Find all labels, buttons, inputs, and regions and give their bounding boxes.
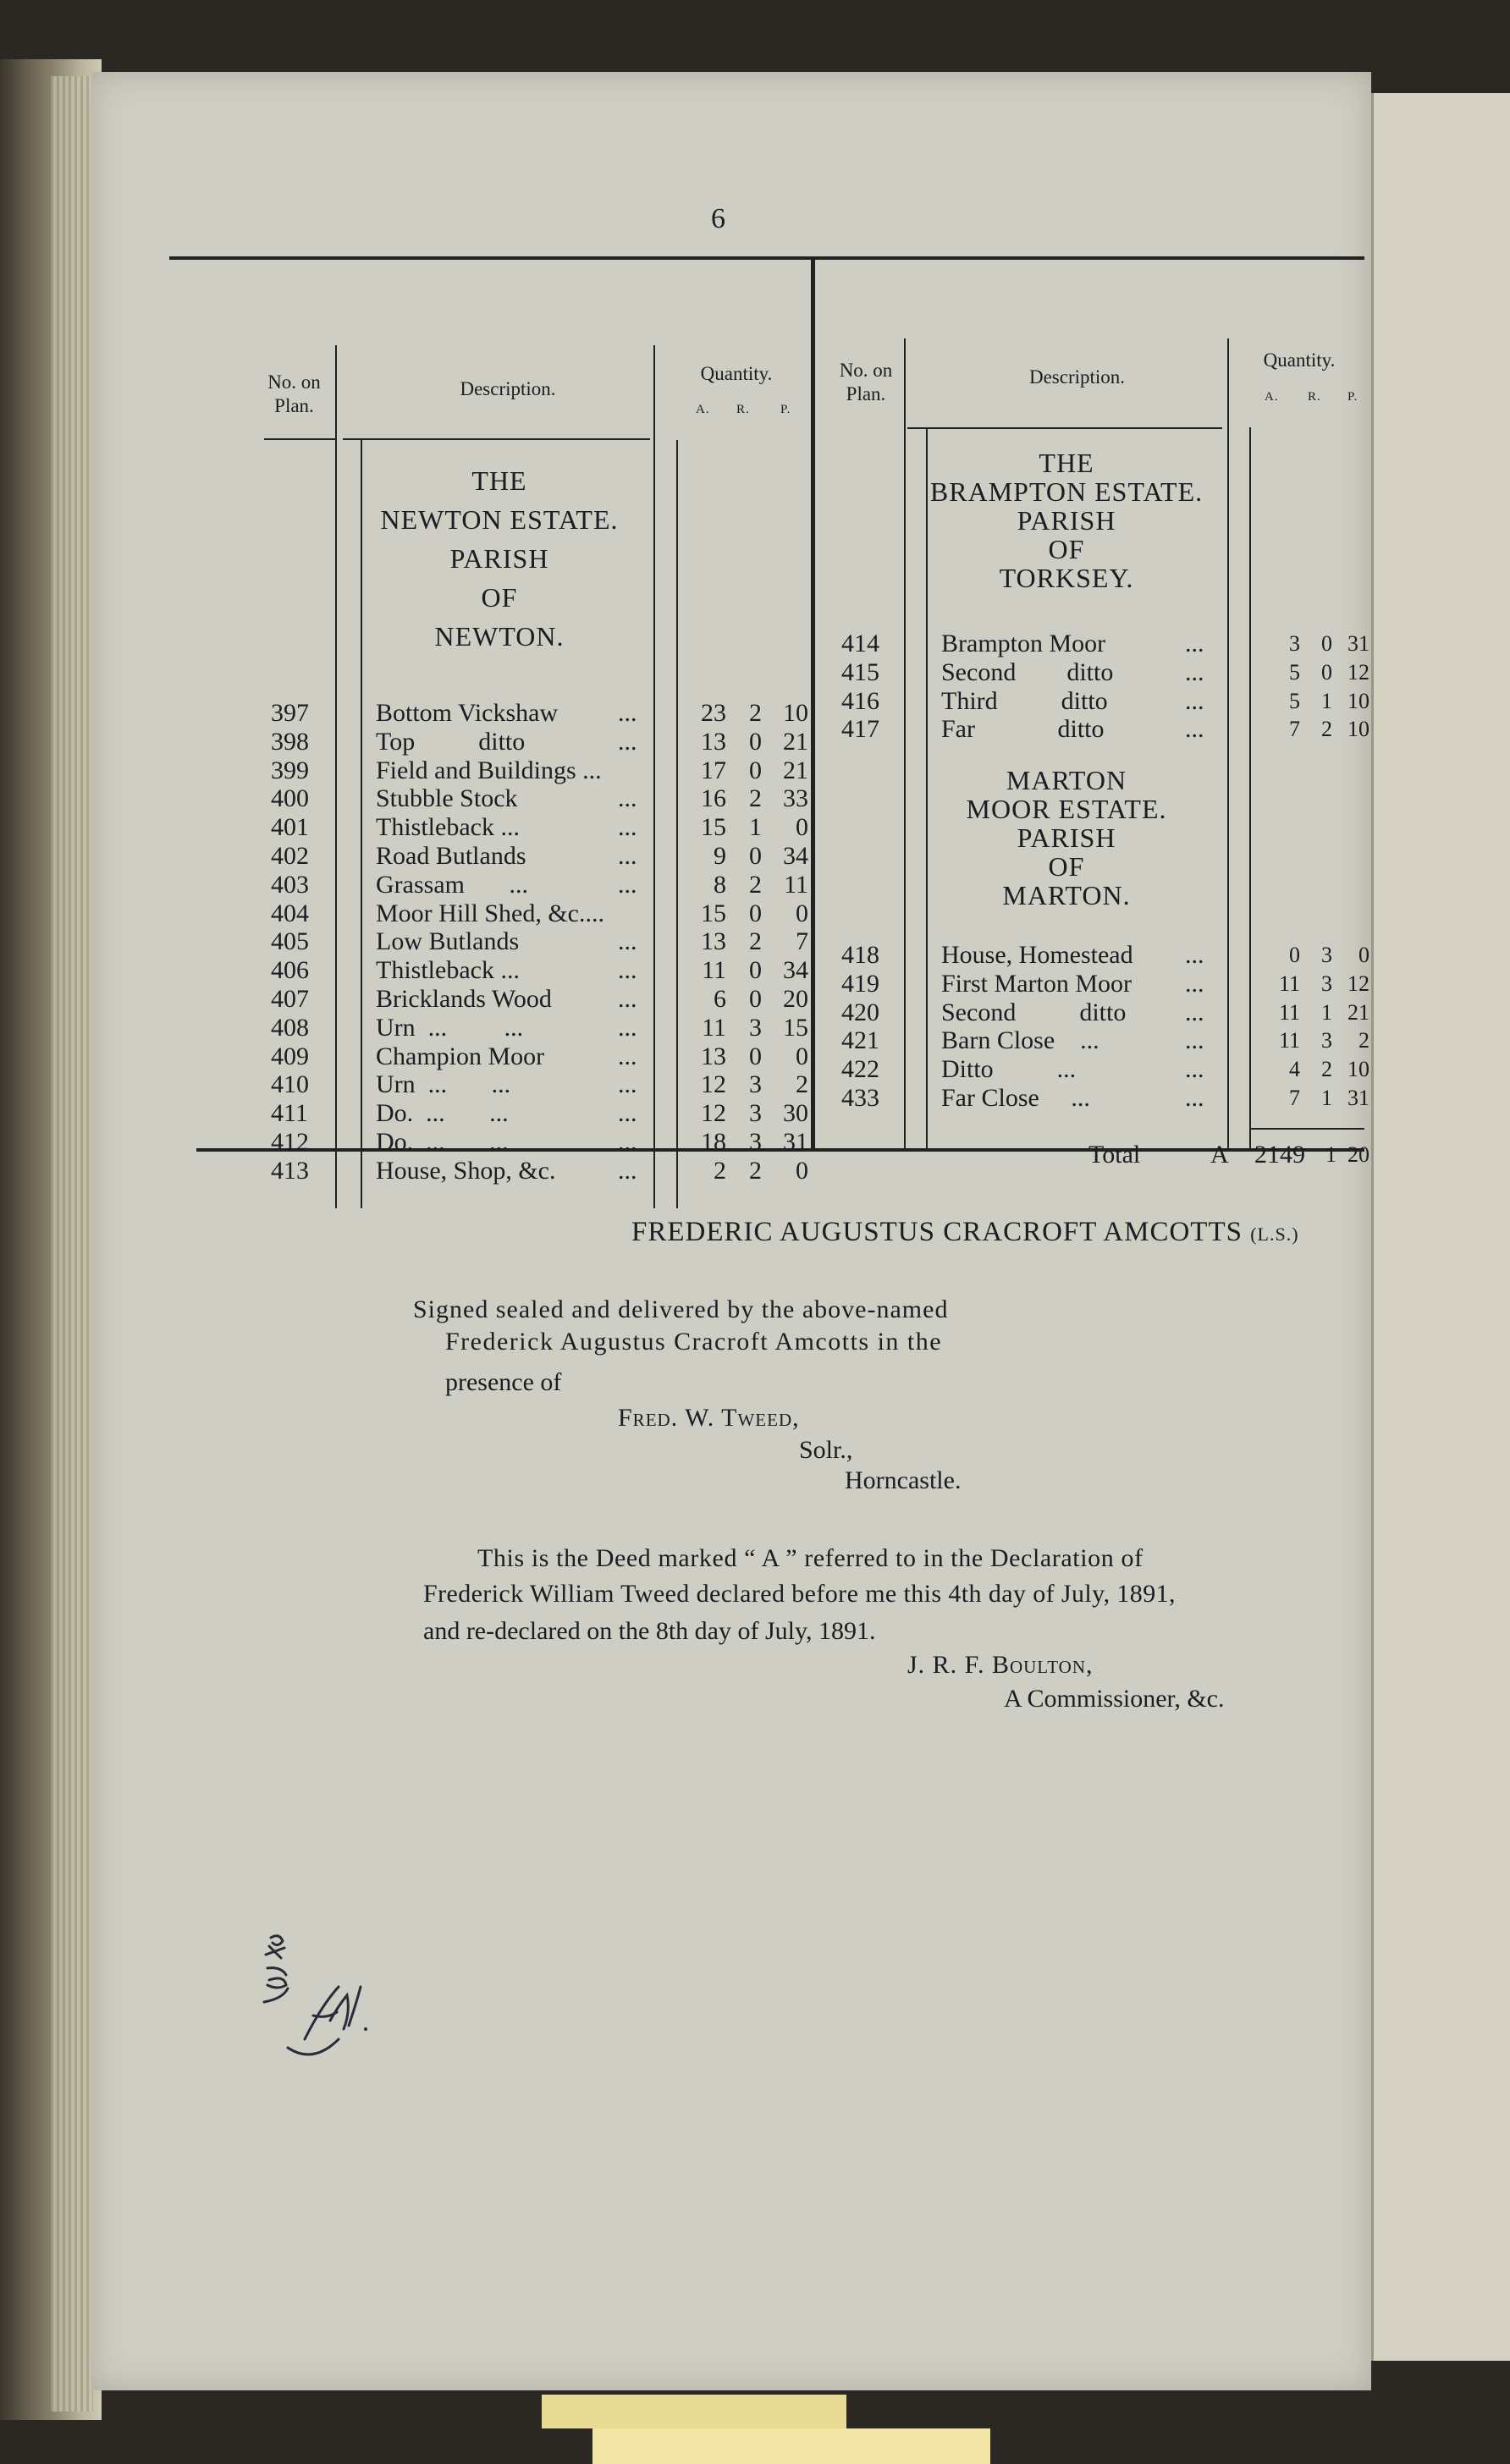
plan-number: 422 <box>841 1055 879 1084</box>
header-plan: No. on Plan. <box>267 371 321 416</box>
page-stack-edges <box>51 76 93 2412</box>
roods-cell: 3 <box>1321 1028 1332 1053</box>
perches-cell: 34 <box>783 956 808 985</box>
estate-heading-brampton: THE BRAMPTON ESTATE. PARISH OF TORKSEY. <box>929 448 1204 593</box>
roods-cell: 3 <box>1321 943 1332 967</box>
roods-cell: 3 <box>749 1013 762 1042</box>
column-rule <box>904 338 906 1151</box>
plan-number: 416 <box>841 686 879 715</box>
page-number: 6 <box>711 203 725 234</box>
perches-cell: 12 <box>1347 659 1369 685</box>
leader-dots: ... <box>1185 941 1204 969</box>
acres-cell: 13 <box>701 927 726 956</box>
acres-cell: 23 <box>701 699 726 727</box>
perches-cell: 33 <box>783 784 808 813</box>
description-cell: Road Butlands <box>376 842 526 870</box>
leader-dots: ... <box>618 842 637 870</box>
perches-cell: 10 <box>783 699 808 727</box>
description-cell: Far Close ... <box>941 1084 1090 1112</box>
leader-dots: ... <box>618 699 637 727</box>
roods-cell: 0 <box>1321 631 1332 656</box>
header-a: A. <box>696 403 710 416</box>
facing-page <box>1371 93 1510 2361</box>
description-cell: Stubble Stock <box>376 784 518 813</box>
roods-cell: 1 <box>749 813 762 842</box>
description-cell: Moor Hill Shed, &c.... <box>376 899 604 927</box>
header-rule <box>343 438 650 440</box>
roods-cell: 2 <box>749 870 762 899</box>
leader-dots: ... <box>1185 715 1204 744</box>
plan-number: 418 <box>841 941 879 969</box>
declaration-line-3: and re-declared on the 8th day of July, 1891. <box>423 1617 876 1645</box>
leader-dots: ... <box>1185 686 1204 715</box>
signatory-line <box>631 1217 1299 1248</box>
acres-cell: 11 <box>1278 1028 1300 1053</box>
roods-cell: 2 <box>749 927 762 956</box>
plan-number: 420 <box>841 998 879 1026</box>
perches-cell: 34 <box>783 842 808 870</box>
total-rule <box>1249 1128 1364 1130</box>
roods-cell: 3 <box>749 1070 762 1099</box>
acres-cell: 4 <box>1289 1057 1300 1082</box>
leader-dots: ... <box>618 956 637 985</box>
column-rule <box>1227 338 1229 1151</box>
acres-cell: 6 <box>714 985 726 1013</box>
perches-cell: 10 <box>1347 717 1369 742</box>
plan-number: 409 <box>271 1042 309 1070</box>
description-cell: Urn ... ... <box>376 1070 511 1099</box>
plan-number: 401 <box>271 813 309 842</box>
acres-cell: 7 <box>1289 1086 1300 1110</box>
description-cell: Thistleback ... <box>376 956 520 985</box>
roods-cell: 2 <box>1321 717 1332 742</box>
roods-cell: 3 <box>1321 971 1332 996</box>
acres-cell: 7 <box>1289 717 1300 742</box>
total-perches: 20 <box>1347 1142 1369 1167</box>
roods-cell: 0 <box>1321 659 1332 685</box>
roods-cell: 3 <box>749 1128 762 1156</box>
plan-number: 408 <box>271 1013 309 1042</box>
plan-number: 404 <box>271 899 309 927</box>
perches-cell: 0 <box>796 1042 808 1070</box>
perches-cell: 30 <box>783 1099 808 1128</box>
description-cell: Barn Close ... <box>941 1026 1099 1055</box>
roods-cell: 0 <box>749 756 762 784</box>
plan-number: 398 <box>271 727 309 756</box>
total-mark: A <box>1210 1141 1229 1169</box>
declaration-line-2: Frederick William Tweed declared before me this 4th day of July, 1891, <box>423 1580 1176 1608</box>
perches-cell: 31 <box>1347 1086 1369 1110</box>
witness-place: Horncastle. <box>845 1466 962 1494</box>
commissioner-title: A Commissioner, &c. <box>1004 1685 1225 1713</box>
leader-dots: ... <box>618 1070 637 1099</box>
description-cell: Champion Moor <box>376 1042 545 1070</box>
plan-number: 397 <box>271 699 309 727</box>
plan-number: 417 <box>841 715 879 744</box>
plan-number: 407 <box>271 985 309 1013</box>
plan-number: 412 <box>271 1128 309 1156</box>
roods-cell: 0 <box>749 842 762 870</box>
handwritten-initials <box>254 1921 381 2073</box>
perches-cell: 21 <box>1347 999 1369 1025</box>
roods-cell: 0 <box>749 1042 762 1070</box>
perches-cell: 0 <box>1358 943 1369 967</box>
acres-cell: 17 <box>701 756 726 784</box>
total-acres: 2149 <box>1254 1141 1305 1169</box>
perches-cell: 21 <box>783 756 808 784</box>
acres-cell: 3 <box>1289 631 1300 656</box>
plan-number: 405 <box>271 927 309 956</box>
perches-cell: 21 <box>783 727 808 756</box>
roods-cell: 1 <box>1321 999 1332 1025</box>
witness-name: Fred. W. Tweed, <box>618 1404 800 1432</box>
center-rule <box>811 259 815 1149</box>
description-cell: Thistleback ... <box>376 813 520 842</box>
acres-cell: 18 <box>701 1128 726 1156</box>
description-cell: First Marton Moor <box>941 969 1132 998</box>
leader-dots: ... <box>618 1128 637 1156</box>
leader-dots: ... <box>1185 1055 1204 1084</box>
header-rule <box>264 438 335 440</box>
acres-cell: 11 <box>702 1013 726 1042</box>
commissioner-name: J. R. F. Boulton, <box>907 1651 1094 1679</box>
leader-dots: ... <box>618 1013 637 1042</box>
perches-cell: 20 <box>783 985 808 1013</box>
acres-cell: 15 <box>701 813 726 842</box>
leader-dots: ... <box>618 784 637 813</box>
attestation-line-1: Signed sealed and delivered by the above-named <box>413 1295 949 1323</box>
plan-number: 406 <box>271 956 309 985</box>
perches-cell: 31 <box>783 1128 808 1156</box>
attestation-line-2: Frederick Augustus Cracroft Amcotts in the <box>445 1328 943 1356</box>
roods-cell: 0 <box>749 985 762 1013</box>
leader-dots: ... <box>1185 657 1204 686</box>
perches-cell: 10 <box>1347 688 1369 713</box>
leader-dots: ... <box>618 1156 637 1185</box>
roods-cell: 2 <box>749 784 762 813</box>
header-description: Description. <box>460 378 556 399</box>
seal-mark: (L.S.) <box>1250 1224 1299 1245</box>
description-cell: Grassam ... <box>376 870 528 899</box>
description-cell: Third ditto <box>941 686 1108 715</box>
description-cell: Far ditto <box>941 715 1105 744</box>
description-cell: Field and Buildings ... <box>376 756 602 784</box>
plan-number: 400 <box>271 784 309 813</box>
description-cell: Ditto ... <box>941 1055 1077 1084</box>
leader-dots: ... <box>1185 998 1204 1026</box>
leader-dots: ... <box>1185 1026 1204 1055</box>
perches-cell: 11 <box>784 870 808 899</box>
column-rule <box>335 345 337 1208</box>
header-p: P. <box>780 403 791 416</box>
leader-dots: ... <box>618 727 637 756</box>
acres-cell: 11 <box>1278 971 1300 996</box>
acres-cell: 8 <box>714 870 726 899</box>
leader-dots: ... <box>618 813 637 842</box>
acres-cell: 15 <box>701 899 726 927</box>
header-r: R. <box>736 403 750 416</box>
description-cell: Bricklands Wood <box>376 985 552 1013</box>
header-quantity: Quantity. <box>700 363 773 384</box>
leader-dots: ... <box>1185 969 1204 998</box>
perches-cell: 31 <box>1347 631 1369 656</box>
perches-cell: 10 <box>1347 1057 1369 1082</box>
paper-tab <box>542 2395 846 2428</box>
description-cell: Second ditto <box>941 657 1114 686</box>
plan-number: 413 <box>271 1156 309 1185</box>
description-cell: Brampton Moor <box>941 630 1106 657</box>
perches-cell: 12 <box>1347 971 1369 996</box>
description-cell: House, Homestead <box>941 941 1133 969</box>
plan-number: 421 <box>841 1026 879 1055</box>
perches-cell: 0 <box>796 899 808 927</box>
acres-cell: 12 <box>701 1099 726 1128</box>
acres-cell: 0 <box>1289 943 1300 967</box>
roods-cell: 0 <box>749 956 762 985</box>
plan-number: 402 <box>271 842 309 870</box>
plan-number: 415 <box>841 657 879 686</box>
description-cell: Second ditto <box>941 998 1127 1026</box>
description-cell: Urn ... ... <box>376 1013 524 1042</box>
acres-cell: 16 <box>701 784 726 813</box>
signatory-name: FREDERIC AUGUSTUS CRACROFT AMCOTTS <box>631 1217 1243 1247</box>
leader-dots: ... <box>618 1099 637 1128</box>
header-r: R. <box>1308 390 1321 404</box>
plan-number: 410 <box>271 1070 309 1099</box>
total-roods: 1 <box>1325 1142 1336 1167</box>
witness-title: Solr., <box>799 1436 853 1464</box>
table-top-rule <box>169 256 1364 260</box>
header-p: P. <box>1347 390 1358 404</box>
estate-heading-newton: THE NEWTON ESTATE. PARISH OF NEWTON. <box>380 465 619 652</box>
leader-dots: ... <box>618 985 637 1013</box>
acres-cell: 2 <box>714 1156 726 1185</box>
plan-number: 433 <box>841 1084 879 1112</box>
plan-number: 403 <box>271 870 309 899</box>
description-cell: Low Butlands <box>376 927 520 956</box>
roods-cell: 2 <box>749 1156 762 1185</box>
description-cell: Do. ... ... <box>376 1128 509 1156</box>
perches-cell: 7 <box>796 927 808 956</box>
plan-number: 399 <box>271 756 309 784</box>
roods-cell: 1 <box>1321 688 1332 713</box>
acres-cell: 13 <box>701 1042 726 1070</box>
estate-heading-marton: MARTON MOOR ESTATE. PARISH OF MARTON. <box>966 765 1167 910</box>
perches-cell: 0 <box>796 813 808 842</box>
plan-number: 419 <box>841 969 879 998</box>
header-plan: No. on Plan. <box>839 360 893 404</box>
leader-dots: ... <box>618 870 637 899</box>
column-rule <box>653 345 655 1208</box>
roods-cell: 0 <box>749 727 762 756</box>
perches-cell: 0 <box>796 1156 808 1185</box>
description-cell: Bottom Vickshaw <box>376 699 559 727</box>
description-cell: House, Shop, &c. <box>376 1156 556 1185</box>
header-rule <box>907 427 1222 429</box>
paper-tab <box>592 2428 990 2464</box>
acres-cell: 13 <box>701 727 726 756</box>
acres-cell: 11 <box>702 956 726 985</box>
total-label: Total <box>1088 1141 1141 1169</box>
header-quantity: Quantity. <box>1263 349 1336 371</box>
acres-cell: 5 <box>1289 688 1300 713</box>
leader-dots: ... <box>618 1042 637 1070</box>
description-cell: Do. ... ... <box>376 1099 509 1128</box>
acres-cell: 12 <box>701 1070 726 1099</box>
acres-cell: 5 <box>1289 659 1300 685</box>
leader-dots: ... <box>618 927 637 956</box>
roods-cell: 2 <box>1321 1057 1332 1082</box>
description-cell: Top ditto <box>376 727 526 756</box>
acres-cell: 11 <box>1278 999 1300 1025</box>
roods-cell: 3 <box>749 1099 762 1128</box>
perches-cell: 15 <box>783 1013 808 1042</box>
leader-dots: ... <box>1185 1084 1204 1112</box>
perches-cell: 2 <box>1358 1028 1369 1053</box>
attestation-line-3: presence of <box>445 1368 562 1396</box>
perches-cell: 2 <box>796 1070 808 1099</box>
header-description: Description. <box>1028 366 1126 388</box>
plan-number: 411 <box>271 1099 308 1128</box>
declaration-line-1: This is the Deed marked “ A ” referred to in the Declaration of <box>477 1544 1144 1572</box>
header-a: A. <box>1265 390 1279 404</box>
roods-cell: 2 <box>749 699 762 727</box>
leader-dots: ... <box>1185 630 1204 657</box>
roods-cell: 1 <box>1321 1086 1332 1110</box>
acres-cell: 9 <box>714 842 726 870</box>
roods-cell: 0 <box>749 899 762 927</box>
plan-number: 414 <box>841 630 879 657</box>
